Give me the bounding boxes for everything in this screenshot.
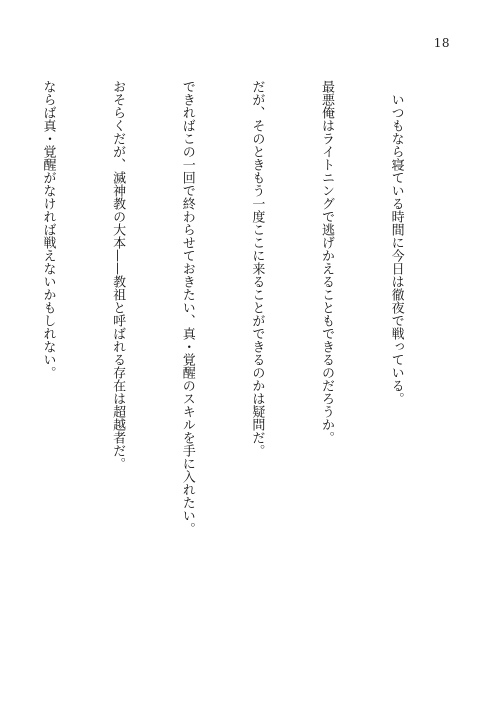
text-line: おそらくだが、滅神教の大本——教祖と呼ばれる存在は超越者だ。 — [110, 80, 126, 470]
page-number: 18 — [433, 36, 450, 50]
body-text — [34, 80, 454, 680]
text-line: だが、そのときもう一度ここに来ることができるのかは疑問だ。 — [249, 80, 265, 457]
text-line: 最悪俺はライトニングで逃げかえることもできるのだろうか。 — [318, 80, 334, 444]
text-line: ならば真・覚醒がなければ戦えないかもしれない。 — [40, 80, 56, 379]
text-line: いつもなら寝ている時間に今日は徹夜で戦っている。 — [388, 93, 404, 405]
text-line: できればこの一回で終わらせておきたい、真・覚醒のスキルを手に入れたい。 — [179, 80, 195, 535]
